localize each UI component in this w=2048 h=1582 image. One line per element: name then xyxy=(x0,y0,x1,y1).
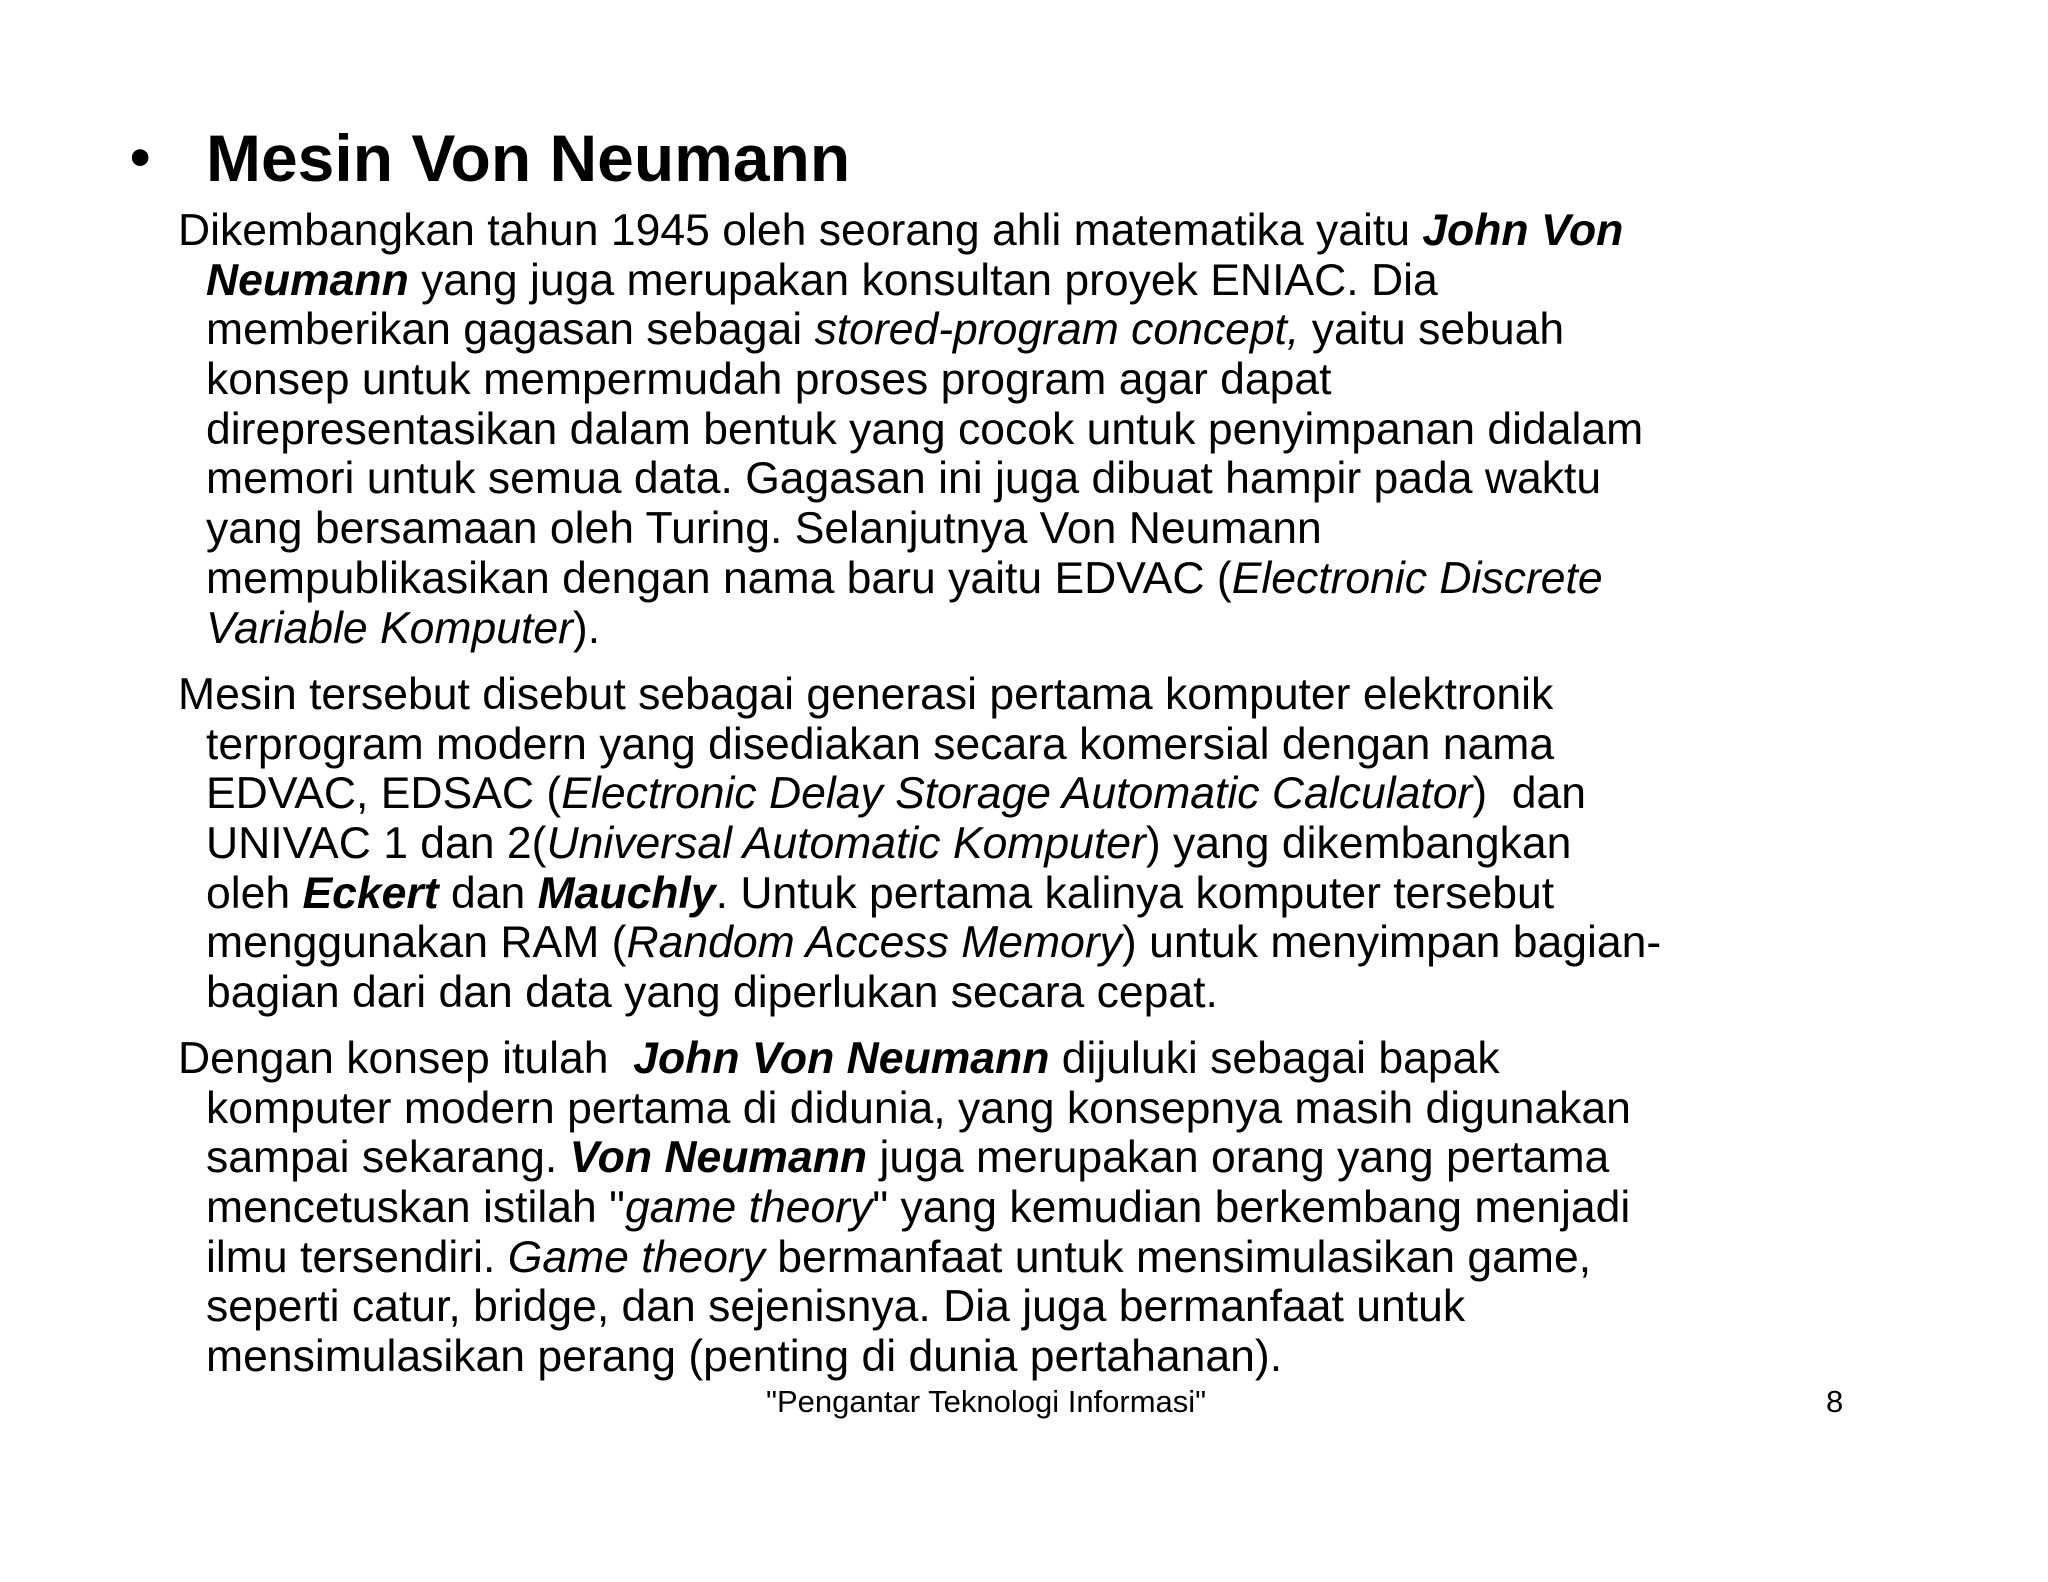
text-run: Dikembangkan tahun 1945 oleh seorang ahli matematika yaitu xyxy=(178,206,1423,255)
paragraph-line: Mesin tersebut disebut sebagai generasi pertama komputer elektronik xyxy=(178,670,1554,719)
bullet-icon: • xyxy=(130,125,151,190)
slide-footer xyxy=(0,1382,2048,1422)
paragraph-line: memori untuk semua data. Gagasan ini juga dibuat hampir pada waktu xyxy=(206,454,1602,504)
paragraph-line xyxy=(178,554,1938,604)
italic-term: Random Access Memory xyxy=(626,918,1122,968)
text-run: ilmu tersendiri. xyxy=(206,1232,508,1282)
text-run: ) dan xyxy=(1472,769,1587,819)
text-run: mencetuskan istilah " xyxy=(206,1183,625,1233)
text-run: Dengan konsep itulah xyxy=(178,1034,634,1083)
slide-title: Mesin Von Neumann xyxy=(206,121,851,195)
slide-heading xyxy=(130,118,850,198)
text-run: menggunakan RAM ( xyxy=(206,918,627,968)
text-run: yang juga merupakan konsultan proyek ENIAC. Dia xyxy=(408,255,1438,305)
text-run: dan xyxy=(438,868,538,918)
footer-title: "Pengantar Teknologi Informasi" xyxy=(766,1384,1207,1419)
text-run: EDVAC, EDSAC ( xyxy=(206,769,562,819)
paragraph-line xyxy=(178,604,1938,654)
text-run: ) untuk menyimpan bagian- xyxy=(1121,918,1662,968)
emphasis-name: Mauchly xyxy=(537,868,716,918)
italic-term: stored-program concept, xyxy=(814,305,1300,355)
paragraph-line xyxy=(178,1034,1938,1084)
paragraph-line xyxy=(178,1183,1938,1233)
paragraph-line: yang bersamaan oleh Turing. Selanjutnya Von Neumann xyxy=(206,504,1322,554)
paragraph-line xyxy=(178,1233,1938,1283)
text-run: ) yang dikembangkan xyxy=(1145,819,1572,869)
paragraph-line xyxy=(178,918,1938,968)
paragraph-line xyxy=(178,769,1938,819)
paragraph-2 xyxy=(178,670,1938,1018)
paragraph-line: bagian dari dan data yang diperlukan secara cepat. xyxy=(206,968,1218,1018)
page-number: 8 xyxy=(1826,1384,1844,1419)
emphasis-name: John Von xyxy=(1422,206,1624,255)
text-run: sampai sekarang. xyxy=(206,1133,570,1183)
paragraph-line: direpresentasikan dalam bentuk yang cocok untuk penyimpanan didalam xyxy=(206,404,1644,454)
italic-term: Electronic Discrete xyxy=(1231,553,1603,603)
emphasis-name: Von Neumann xyxy=(569,1133,868,1183)
text-run: bermanfaat untuk mensimulasikan game, xyxy=(764,1232,1592,1282)
paragraph-line: konsep untuk mempermudah proses program agar dapat xyxy=(206,355,1332,405)
paragraph-line xyxy=(178,206,1938,256)
italic-term: game theory xyxy=(624,1183,873,1233)
text-run: dijuluki sebagai bapak xyxy=(1049,1034,1500,1083)
text-run: mempublikasikan dengan nama baru yaitu EDVAC ( xyxy=(206,553,1232,603)
paragraph-line: mensimulasikan perang (penting di dunia pertahanan). xyxy=(206,1332,1283,1382)
paragraph-line xyxy=(178,305,1938,355)
paragraph-line xyxy=(178,869,1938,919)
paragraph-line: terprogram modern yang disediakan secara komersial dengan nama xyxy=(206,719,1555,769)
paragraph-line xyxy=(178,1133,1938,1183)
paragraph-line xyxy=(178,819,1938,869)
paragraph-line xyxy=(178,256,1938,306)
text-run: memberikan gagasan sebagai xyxy=(206,305,815,355)
emphasis-name: John Von Neumann xyxy=(633,1034,1050,1083)
text-run: oleh xyxy=(206,868,303,918)
text-run: yaitu sebuah xyxy=(1299,305,1565,355)
paragraph-3 xyxy=(178,1034,1938,1382)
italic-term: Universal Automatic Komputer xyxy=(546,819,1146,869)
paragraph-1 xyxy=(178,206,1938,653)
italic-term: Game theory xyxy=(507,1232,765,1282)
paragraph-line: seperti catur, bridge, dan sejenisnya. Dia juga bermanfaat untuk xyxy=(206,1282,1466,1332)
paragraph-line: komputer modern pertama di didunia, yang konsepnya masih digunakan xyxy=(206,1083,1631,1133)
italic-term: Variable Komputer xyxy=(206,603,573,653)
text-run: . Untuk pertama kalinya komputer tersebut xyxy=(715,868,1555,918)
italic-term: Electronic Delay Storage Automatic Calculator xyxy=(561,769,1473,819)
emphasis-name: Neumann xyxy=(206,255,409,305)
emphasis-name: Eckert xyxy=(302,868,439,918)
text-run: juga merupakan orang yang pertama xyxy=(867,1133,1610,1183)
text-run: UNIVAC 1 dan 2( xyxy=(206,819,547,869)
text-run: " yang kemudian berkembang menjadi xyxy=(872,1183,1631,1233)
text-run: ). xyxy=(572,603,601,653)
